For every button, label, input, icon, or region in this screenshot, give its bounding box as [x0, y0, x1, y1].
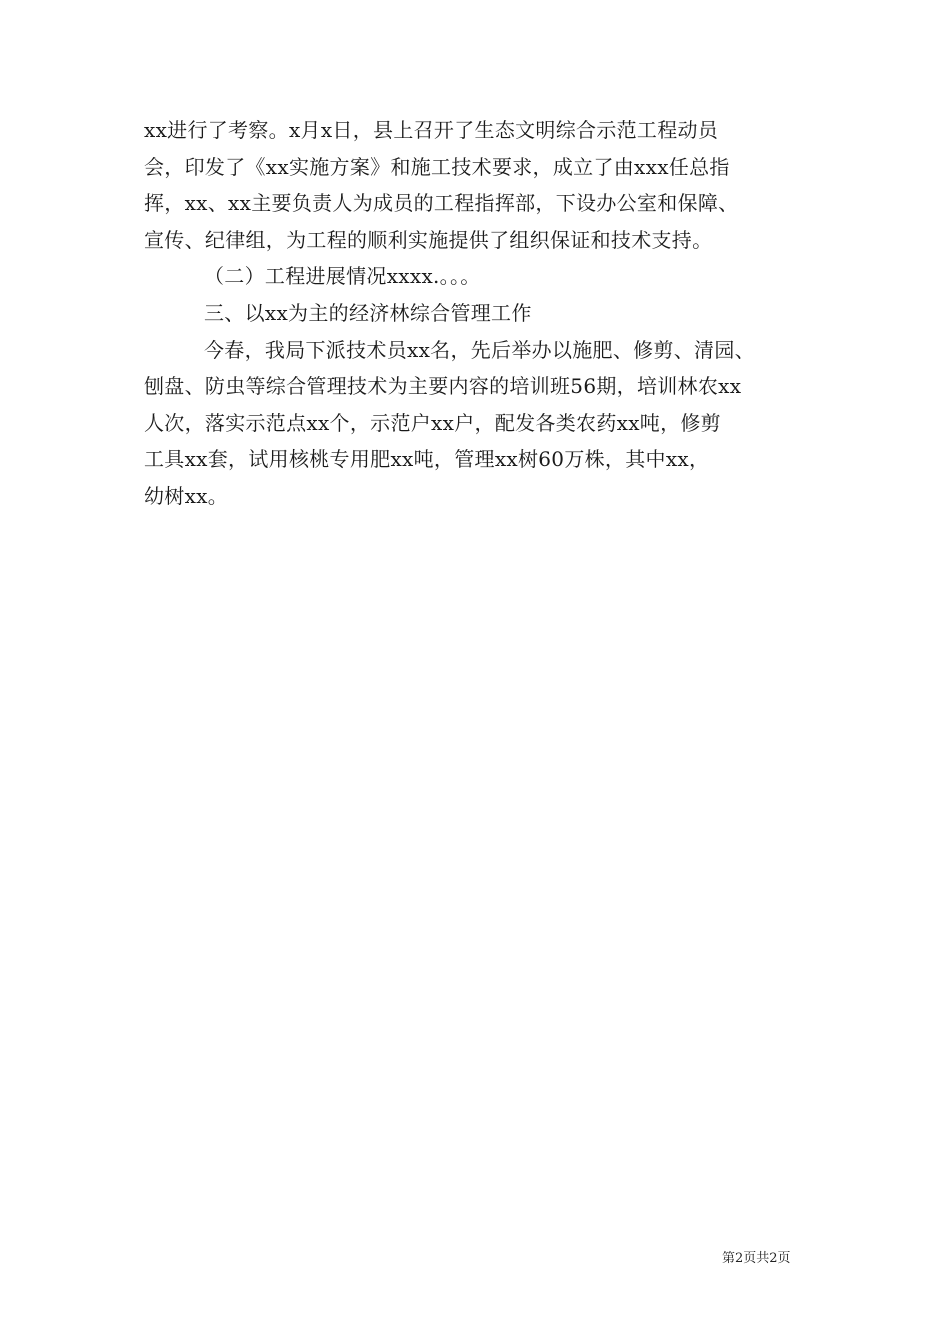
- page-number-footer: 第2页共2页: [722, 1251, 791, 1266]
- document-body: [144, 112, 816, 515]
- paragraph-line: xx进行了考察。x月x日，县上召开了生态文明综合示范工程动员: [144, 118, 719, 142]
- paragraph-line: 宣传、纪律组，为工程的顺利实施提供了组织保证和技术支持。: [144, 227, 713, 252]
- paragraph-line: 幼树xx。: [144, 483, 229, 508]
- paragraph-line: 工具xx套，试用核桃专用肥xx吨，管理xx树60万株，其中xx，: [144, 447, 710, 472]
- section-heading: 三、以xx为主的经济林综合管理工作: [204, 300, 532, 325]
- subheading-progress: （二）工程进展情况xxxx.。。。: [204, 264, 481, 289]
- paragraph-line: 今春，我局下派技术员xx名，先后举办以施肥、修剪、清园、: [204, 337, 755, 362]
- paragraph-line: 人次，落实示范点xx个，示范户xx户，配发各类农药xx吨，修剪: [144, 410, 721, 435]
- paragraph-line: 会，印发了《xx实施方案》和施工技术要求，成立了由xxx任总指: [144, 154, 730, 179]
- paragraph-line: 刨盘、防虫等综合管理技术为主要内容的培训班56期，培训林农xx: [144, 374, 742, 399]
- paragraph-line: 挥，xx、xx主要负责人为成员的工程指挥部，下设办公室和保障、: [144, 191, 739, 216]
